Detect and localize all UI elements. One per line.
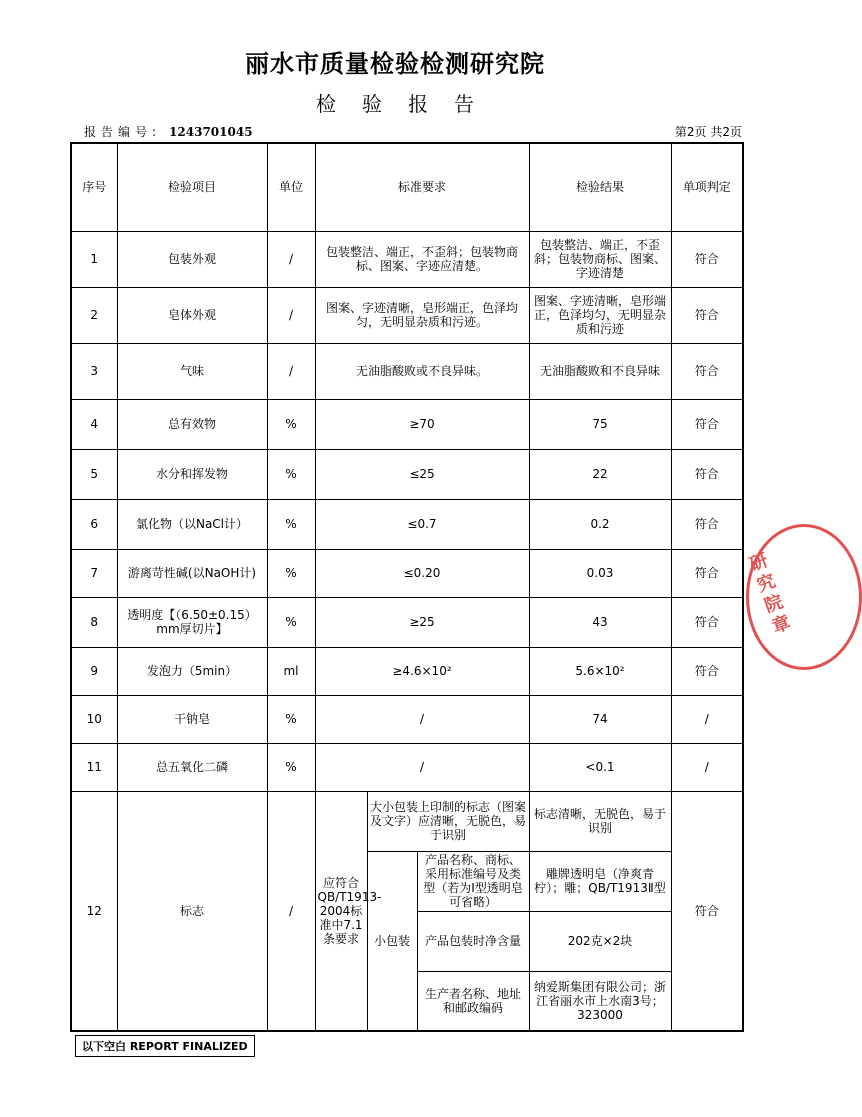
row-item: 透明度【（6.50±0.15）mm厚切片】	[117, 597, 267, 647]
row-requirement: ≥4.6×10²	[315, 647, 529, 695]
row-result: 0.03	[529, 549, 671, 597]
row-item: 标志	[117, 791, 267, 1031]
row-item: 总五氧化二磷	[117, 743, 267, 791]
row-judgement: 符合	[671, 647, 743, 695]
row-unit: %	[267, 449, 315, 499]
report-number-line	[84, 123, 253, 140]
row-judgement: 符合	[671, 343, 743, 399]
row-judgement: /	[671, 695, 743, 743]
row-no: 3	[71, 343, 117, 399]
row-unit: ml	[267, 647, 315, 695]
row-item: 包装外观	[117, 231, 267, 287]
row-item: 水分和挥发物	[117, 449, 267, 499]
inspection-table	[70, 142, 744, 1032]
row-result: 0.2	[529, 499, 671, 549]
row-unit: %	[267, 549, 315, 597]
row-judgement: 符合	[671, 549, 743, 597]
row-judgement: /	[671, 743, 743, 791]
table-row	[71, 791, 743, 851]
table-row	[71, 597, 743, 647]
row-result: 22	[529, 449, 671, 499]
row-judgement: 符合	[671, 231, 743, 287]
row-requirement: ≥25	[315, 597, 529, 647]
row-no: 12	[71, 791, 117, 1031]
row-item: 总有效物	[117, 399, 267, 449]
row-result: 5.6×10²	[529, 647, 671, 695]
row-unit: %	[267, 399, 315, 449]
row-unit: %	[267, 695, 315, 743]
page-indicator: 第2页 共2页	[674, 125, 742, 139]
row-judgement: 符合	[671, 499, 743, 549]
row-requirement: 无油脂酸败或不良异味。	[315, 343, 529, 399]
row-requirement: 产品包装时净含量	[417, 911, 529, 971]
col-header-result: 检验结果	[529, 143, 671, 231]
row-result: 图案、字迹清晰，皂形端正，色泽均匀，无明显杂质和污迹	[529, 287, 671, 343]
official-seal: 研究院章	[746, 524, 862, 670]
row-no: 1	[71, 231, 117, 287]
table-row	[71, 287, 743, 343]
row-unit: /	[267, 231, 315, 287]
row-requirement: ≤0.20	[315, 549, 529, 597]
report-number-label: 报告编号:	[84, 125, 162, 139]
row-no: 4	[71, 399, 117, 449]
col-header-requirement: 标准要求	[315, 143, 529, 231]
end-marker: 以下空白 REPORT FINALIZED	[75, 1035, 255, 1057]
organization-name: 丽水市质量检验检测研究院	[245, 50, 545, 78]
row-requirement: 包装整洁、端正，不歪斜；包装物商标、图案、字迹应清楚。	[315, 231, 529, 287]
row-unit: %	[267, 597, 315, 647]
row-no: 7	[71, 549, 117, 597]
row-judgement: 符合	[671, 287, 743, 343]
row-no: 6	[71, 499, 117, 549]
row-item: 气味	[117, 343, 267, 399]
row-result: 雕牌透明皂（净爽青柠）；雕；QB/T1913Ⅱ型	[529, 851, 671, 911]
table-row	[71, 695, 743, 743]
row-result: 75	[529, 399, 671, 449]
row-requirement: /	[315, 743, 529, 791]
row-no: 9	[71, 647, 117, 695]
row-result: 202克×2块	[529, 911, 671, 971]
row-requirement: 图案、字迹清晰，皂形端正，色泽均匀，无明显杂质和污迹。	[315, 287, 529, 343]
row-result: 43	[529, 597, 671, 647]
row-item: 游离苛性碱(以NaOH计)	[117, 549, 267, 597]
row-judgement: 符合	[671, 791, 743, 1031]
row-judgement: 符合	[671, 449, 743, 499]
col-header-item: 检验项目	[117, 143, 267, 231]
row-requirement: 生产者名称、地址和邮政编码	[417, 971, 529, 1031]
row-no: 5	[71, 449, 117, 499]
col-header-no: 序号	[71, 143, 117, 231]
small-pack-label: 小包装	[367, 851, 417, 1031]
row-requirement: ≥70	[315, 399, 529, 449]
report-title: 检验报告	[316, 92, 500, 116]
row-item: 干钠皂	[117, 695, 267, 743]
table-row	[71, 399, 743, 449]
row-standard: 应符合QB/T1913-2004标准中7.1条要求	[315, 791, 367, 1031]
table-row	[71, 231, 743, 287]
row-unit: %	[267, 499, 315, 549]
row-result: 纳爱斯集团有限公司；浙江省丽水市上水南3号；323000	[529, 971, 671, 1031]
row-item: 发泡力（5min）	[117, 647, 267, 695]
row-no: 2	[71, 287, 117, 343]
row-result: 标志清晰，无脱色，易于识别	[529, 791, 671, 851]
row-no: 10	[71, 695, 117, 743]
row-result: 无油脂酸败和不良异味	[529, 343, 671, 399]
row-requirement: /	[315, 695, 529, 743]
col-header-judgement: 单项判定	[671, 143, 743, 231]
row-item: 氯化物（以NaCl计）	[117, 499, 267, 549]
table-row	[71, 449, 743, 499]
row-no: 11	[71, 743, 117, 791]
report-number: 1243701045	[169, 125, 253, 139]
row-unit: /	[267, 343, 315, 399]
row-requirement: ≤0.7	[315, 499, 529, 549]
row-result: 包装整洁、端正，不歪斜；包装物商标、图案、字迹清楚	[529, 231, 671, 287]
table-row	[71, 499, 743, 549]
table-row	[71, 343, 743, 399]
row-item: 皂体外观	[117, 287, 267, 343]
table-row	[71, 647, 743, 695]
row-requirement: ≤25	[315, 449, 529, 499]
row-unit: /	[267, 287, 315, 343]
row-no: 8	[71, 597, 117, 647]
row-judgement: 符合	[671, 399, 743, 449]
row-unit: /	[267, 791, 315, 1031]
row-result: <0.1	[529, 743, 671, 791]
row-unit: %	[267, 743, 315, 791]
row-requirement: 产品名称、商标、采用标准编号及类型（若为Ⅰ型透明皂可省略）	[417, 851, 529, 911]
table-row	[71, 549, 743, 597]
col-header-unit: 单位	[267, 143, 315, 231]
header-row	[71, 143, 743, 231]
row-result: 74	[529, 695, 671, 743]
row-judgement: 符合	[671, 597, 743, 647]
row-requirement: 大小包装上印制的标志（图案及文字）应清晰，无脱色，易于识别	[367, 791, 529, 851]
table-row	[71, 743, 743, 791]
